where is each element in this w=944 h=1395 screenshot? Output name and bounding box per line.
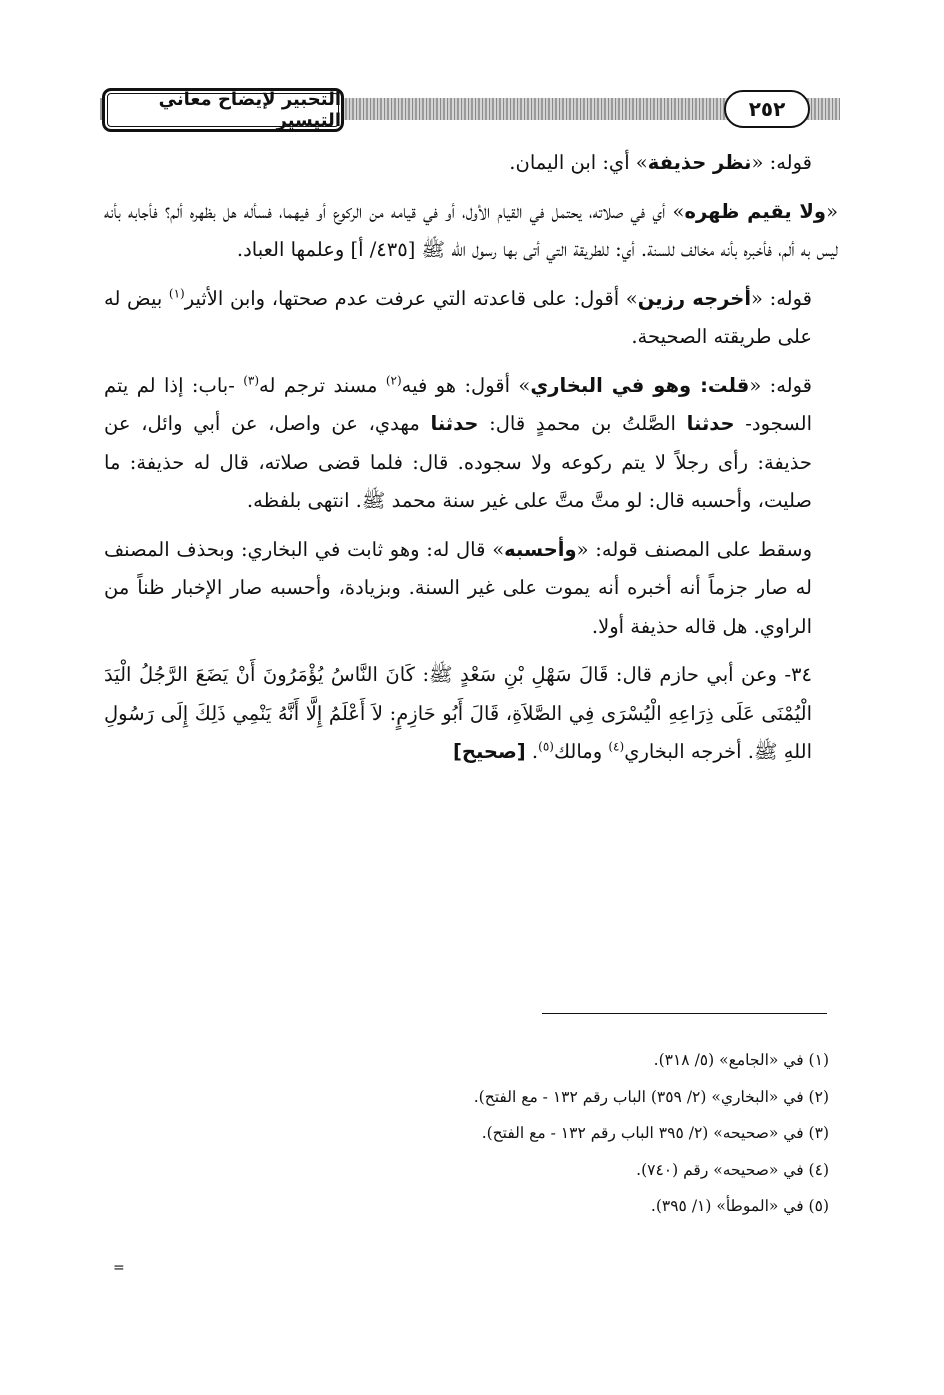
- footnote: (٥) في «الموطأ» (١/ ٣٩٥).: [650, 1197, 829, 1215]
- book-title: التحبير لإيضاح معاني التيسير: [102, 88, 344, 132]
- footnote: (٢) في «البخاري» (٢/ ٣٥٩) الباب رقم ١٣٢ - مع الفتح).: [473, 1087, 829, 1106]
- paragraph-2: «ولا يقيم ظهره» أي في صلاته، يحتمل في القيام الأول، أو في قيامه من الركوع أو فيهما، فسأله هل بظهره ألم؟ فأجابه بأنه ليس به ألم، فأخبره بأنه مخالف للسنة. أي: للطريقة التي أتى بها رسول الله ﷺ [٤٣٥/ أ] وعلمها العباد.: [104, 199, 838, 261]
- footnote: (٣) في «صحيحه» (٢/ ٣٩٥ الباب رقم ١٣٢ - مع الفتح).: [481, 1124, 829, 1142]
- hadith-34: ٣٤- وعن أبي حازم قال: قَالَ سَهْلِ بْنِ سَعْدٍ ﷺ: كَانَ النَّاسُ يُؤْمَرُونَ أَنْ يَضَعَ الرَّجُلُ الْيَدَ الْيُمْنَى عَلَى ذِرَاعِهِ الْيُسْرَى فِي الصَّلاَةِ، قَالَ أَبُو حَازِمٍ: لاَ أَعْلَمُ إِلَّا أَنَّهُ يَنْمِي ذَلِكَ إِلَى رَسُولِ اللهِ ﷺ. أخرجه البخاري$^{(٤)}$ ومالك$^{(٥)}$. [صحيح]: [104, 663, 812, 763]
- footnote-separator: [542, 1013, 827, 1014]
- footnote-ref-1: (١): [168, 286, 185, 300]
- footnote: (٤) في «صحيحه» رقم (٧٤٠).: [636, 1160, 829, 1179]
- margin-mark: =: [113, 1260, 125, 1276]
- footnote-ref-2: (٢): [385, 373, 402, 387]
- footnote-ref-3: (٣): [243, 373, 260, 387]
- footnote-ref-4: (٤): [608, 739, 625, 754]
- footnote: (١) في «الجامع» (٥/ ٣١٨).: [653, 1051, 829, 1069]
- paragraph-5: وسقط على المصنف قوله: «وأحسبه» قال له: وهو ثابت في البخاري: وبحذف المصنف له صار جزماً أنه أخبره أنه يموت على غير السنة. وبزيادة، وأحسبه صار الإخبار ظناً من الراوي. هل قاله حذيفة أولا.: [104, 537, 812, 638]
- paragraph-1: قوله: «نظر حذيفة» أي: ابن اليمان.: [509, 151, 812, 174]
- footnote-ref-5: (٥): [538, 739, 554, 754]
- paragraph-4: قوله: «قلت: وهو في البخاري» أقول: هو فيه$^{(٢)}$ مسند ترجم له$^{(٣)}$ -باب: إذا لم يتم السجود- حدثنا الصَّلتُ بن محمدٍ قال: حدثنا مهدي، عن واصل، عن أبي وائل، عن حذيفة: رأى رجلاً لا يتم ركوعه ولا سجوده. قال: فلما قضى صلاته، قال له حذيفة: ما صليت، وأحسبه قال: لو متَّ متَّ على غير سنة محمد ﷺ. انتهى بلفظه.: [104, 373, 813, 512]
- paragraph-3: قوله: «أخرجه رزين» أقول: على قاعدته التي عرفت عدم صحتها، وابن الأثير$^{(١)}$ بيض له على طريقته الصحيحة.: [104, 286, 812, 348]
- page-number: ٢٥٢: [724, 90, 810, 128]
- page-header: [100, 86, 840, 132]
- grade-label: [صحيح]: [452, 740, 526, 763]
- main-text: [104, 144, 838, 772]
- footnotes: [104, 1042, 829, 1225]
